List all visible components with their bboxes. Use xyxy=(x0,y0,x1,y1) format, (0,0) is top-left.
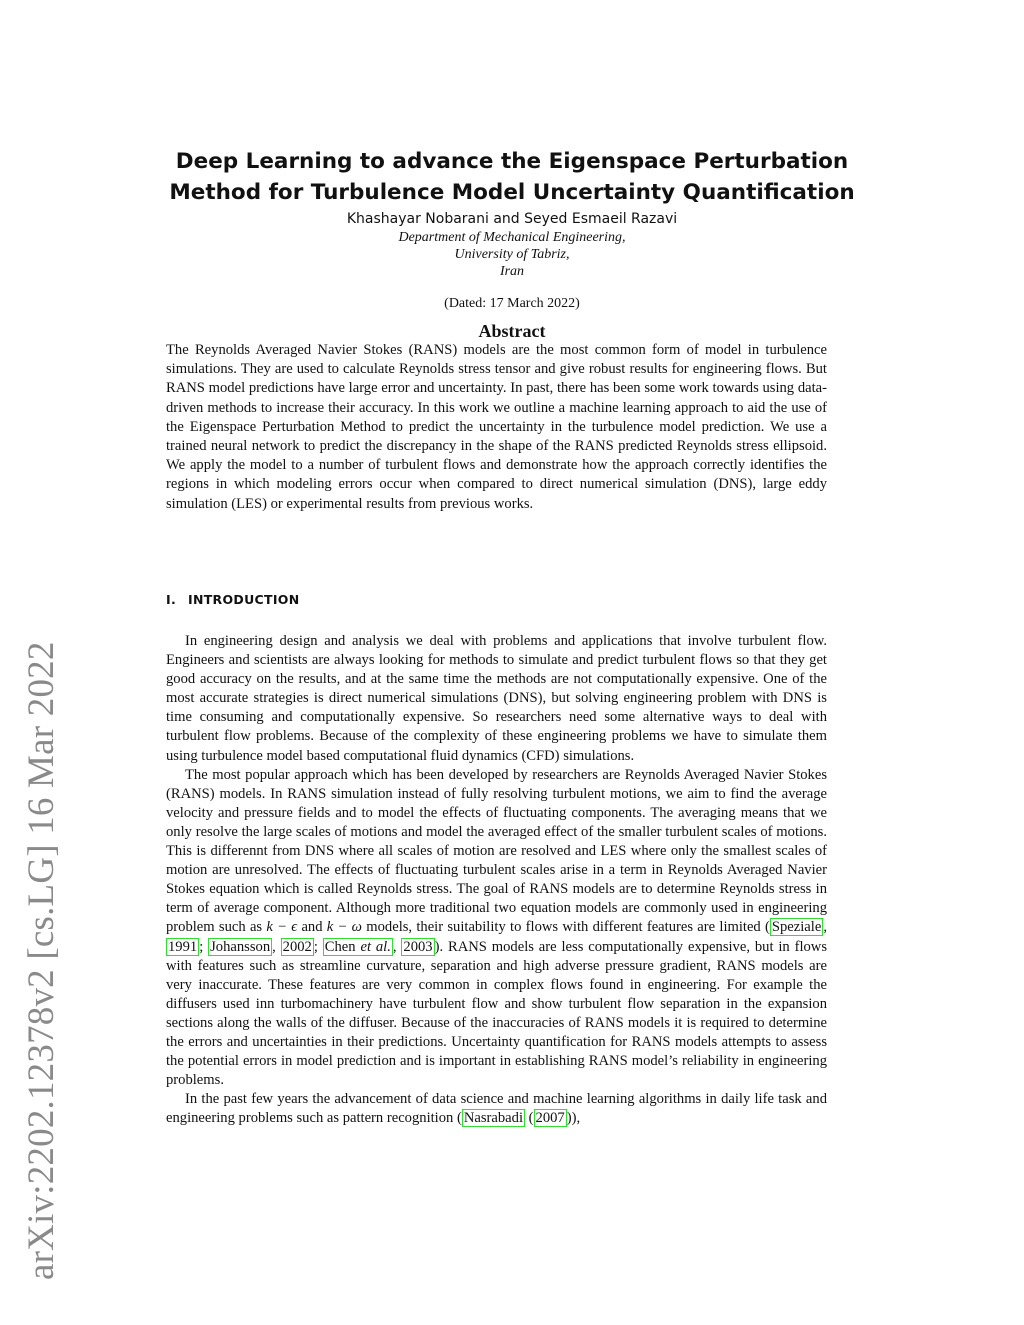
affiliation-line-1: Department of Mechanical Engineering, xyxy=(398,230,626,245)
citation-chen-name: Chen xyxy=(324,938,356,955)
paragraph-2-text-a: The most popular approach which has been developed by researchers are Reynolds Averaged Navier Stokes (RANS) models. In RANS simulation instead of fully resolving turbulent motions, we aim to find the average velocity and pressure fields and to model the effects of fluctuating components. The averaging means that we only resolve the large scales of motions and model the averaged effect of the smaller turbulent scales of motions. This is differennt from DNS where all scales of motion are resolved and LES where only the smallest scales of motion are unresolved. The effects of fluctuating turbulent scales arise in a term in Reynolds Averaged Navier Stokes equation which is called Reynolds stress. The goal of RANS models are to determine Reynolds stress in term of average component. Although more traditional two equation models are commonly used in engineering problem such as xyxy=(166,766,827,936)
paragraph-2: The most popular approach which has been developed by researchers are Reynolds Averaged Navier Stokes (RANS) models. In RANS simulation instead of fully resolving turbulent motions, we aim to find the average velocity and pressure fields and to model the effects of fluctuating components. The averaging means that we only resolve the large scales of motions and model the averaged effect of the smaller turbulent scales of motions. This is differennt from DNS where all scales of motion are resolved and LES where only the smallest scales of motion are unresolved. The effects of fluctuating turbulent scales arise in a term in Reynolds Averaged Navier Stokes equation which is called Reynolds stress. The goal of RANS models are to determine Reynolds stress in term of average component. Although more traditional two equation models are commonly used in engineering problem such as k − ϵ and k − ω models, their suitability to flows with different features are limited ( Speziale , 1991 ; Johansson , 2002 ; Chen et al. , 2003 ). RANS models are less computationally expensive, but in flows with features such as streamline curvature, separation and high adverse pressure gradient, RANS models are very inaccurate. These features are very common in complex flows found in engineering. For example the diffusers used inn turbomachinery have turbulent flow and show turbulent flow separation in the expansion sections along the walls of the diffuser. Because of the inaccuracies of RANS models it is required to determine the errors and uncertainties in their predictions. Uncertainty quantification for RANS models attempts to assess the potential errors in model prediction and is important in establishing RANS model’s reliability in engineering problems. xyxy=(166,766,828,1089)
paragraph-3: In the past few years the advancement of data science and machine learning algorithms in daily life task and engineering problems such as pattern recognition ( Nasrabadi ( 2007 )), xyxy=(166,1091,827,1127)
citation-chen-author[interactable] xyxy=(323,938,393,956)
paragraph-3-text-a: In the past few years the advancement of data science and machine learning algorithms in daily life task and engineering problems such as pattern recognition ( xyxy=(166,1091,827,1127)
math-k-epsilon: k − ϵ xyxy=(266,919,298,936)
citation-speziale-author[interactable]: Speziale xyxy=(771,919,822,936)
citation-nasrabadi-author[interactable]: Nasrabadi xyxy=(463,1110,524,1127)
citation-speziale-year[interactable]: 1991 xyxy=(168,938,198,955)
citation-johansson-year[interactable]: 2002 xyxy=(282,938,312,955)
citation-johansson-author[interactable]: Johansson xyxy=(210,938,271,955)
affiliation xyxy=(0,229,1024,280)
body-text xyxy=(166,632,827,1128)
dated: (Dated: 17 March 2022) xyxy=(444,296,580,311)
paragraph-2-text-b: models, their suitability to flows with different features are limited ( xyxy=(366,919,770,936)
section-number: I. xyxy=(166,592,176,607)
abstract-text: The Reynolds Averaged Navier Stokes (RANS) models are the most common form of model in turbulence simulations. They are used to calculate Reynolds stress tensor and give robust results for engineering flows. But RANS model predictions have large error and uncertainty. In past, there has been some work towards using data-driven methods to increase their accuracy. In this work we outline a machine learning approach to aid the use of the Eigenspace Perturbation Method to predict the uncertainty in the turbulence model prediction. We use a trained neural network to predict the discrepancy in the shape of the RANS predicted Reynolds stress ellipsoid. We apply the model to a number of turbulent flows and demonstrate how the approach correctly identifies the regions in which modeling errors occur when compared to direct numerical simulation (DNS), large eddy simulation (LES) or experimental results from previous works. xyxy=(166,342,827,512)
paragraph-3-text-b: ), xyxy=(571,1110,581,1127)
section-heading xyxy=(166,592,299,607)
and-word: and xyxy=(301,919,323,936)
affiliation-line-3: Iran xyxy=(499,264,525,279)
citation-chen-year[interactable]: 2003 xyxy=(403,938,433,955)
paper-title xyxy=(0,146,1024,208)
citation-nasrabadi-year[interactable]: 2007 xyxy=(535,1110,565,1127)
title-line-2: Method for Turbulence Model Uncertainty Quantification xyxy=(169,180,855,205)
paper-header xyxy=(0,146,1024,343)
paragraph-1: In engineering design and analysis we deal with problems and applications that involve turbulent flow. Engineers and scientists are always looking for methods to simulate and predict turbulent flows so that they get good accuracy on the results, and at the same time the methods are not computationally expensive. One of the most accurate strategies is direct numerical simulations (DNS), but solving engineering problem with DNS is time consuming and computationally expensive. So researchers need some alternative ways to deal with turbulent flow problems. Because of the complexity of these engineering problems we have to simulate them using turbulence model based computational fluid dynamics (CFD) simulations. xyxy=(166,633,827,764)
citation-chen-etal: et al. xyxy=(360,938,391,955)
title-line-1: Deep Learning to advance the Eigenspace Perturbation xyxy=(175,149,849,174)
abstract-heading: Abstract xyxy=(478,321,546,341)
paragraph-2-text-c: ). RANS models are less computationally expensive, but in flows with features such as streamline curvature, separation and high adverse pressure gradient, RANS models are very inaccurate. These features are very common in complex flows found in engineering. For example the diffusers used inn turbomachinery have turbulent flow and show turbulent flow separation in the expansion sections along the walls of the diffuser. Because of the inaccuracies of RANS models it is required to determine the errors and uncertainties in their predictions. Uncertainty quantification for RANS models attempts to assess the potential errors in model prediction and is important in establishing RANS model’s reliability in engineering problems. xyxy=(166,938,828,1089)
math-k-omega: k − ω xyxy=(326,919,362,936)
affiliation-line-2: University of Tabriz, xyxy=(454,247,570,262)
authors: Khashayar Nobarani and Seyed Esmaeil Razavi xyxy=(346,211,678,227)
section-title: INTRODUCTION xyxy=(188,592,300,607)
arxiv-stamp: arXiv:2202.12378v2 [cs.LG] 16 Mar 2022 xyxy=(21,641,62,1280)
